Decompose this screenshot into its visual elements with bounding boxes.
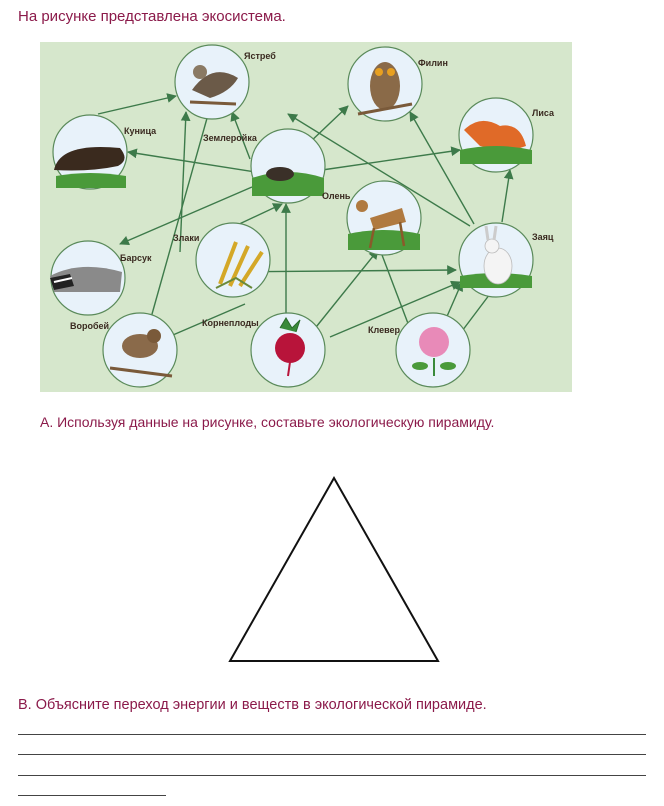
label-sparrow: Воробей [70, 321, 110, 331]
label-hare: Заяц [532, 232, 554, 242]
sparrow-node [103, 313, 177, 387]
hawk-node [175, 45, 249, 119]
label-mole: Землеройка [203, 133, 257, 143]
label-fox: Лиса [532, 108, 554, 118]
ecosystem-diagram [40, 42, 572, 392]
question-b: B. Объясните переход энергии и веществ в экологической пирамиде. [18, 697, 487, 713]
answer-line-1[interactable] [18, 734, 646, 735]
label-roots: Корнеплоды [202, 318, 259, 328]
label-marten: Куница [124, 126, 157, 136]
pyramid-triangle [226, 474, 446, 671]
grass-node [196, 223, 270, 297]
answer-line-3[interactable] [18, 775, 646, 776]
owl-node [348, 47, 422, 121]
marten-node [53, 115, 127, 189]
clover-node [396, 313, 470, 387]
label-hawk: Ястреб [244, 51, 276, 61]
intro-text: На рисунке представлена экосистема. [18, 8, 286, 25]
label-grass: Злаки [173, 233, 200, 243]
roots-node [251, 313, 325, 387]
question-a: A. Используя данные на рисунке, составьте экологическую пирамиду. [40, 414, 495, 430]
mole-node [251, 129, 325, 203]
answer-line-4[interactable] [18, 795, 166, 796]
label-badger: Барсук [120, 253, 152, 263]
deer-node [347, 181, 421, 255]
label-clover: Клевер [368, 325, 401, 335]
badger-node [50, 241, 125, 315]
label-owl: Филин [418, 58, 448, 68]
answer-line-2[interactable] [18, 754, 646, 755]
hare-node [459, 223, 533, 297]
fox-node [459, 98, 533, 172]
label-deer: Олень [322, 191, 351, 201]
